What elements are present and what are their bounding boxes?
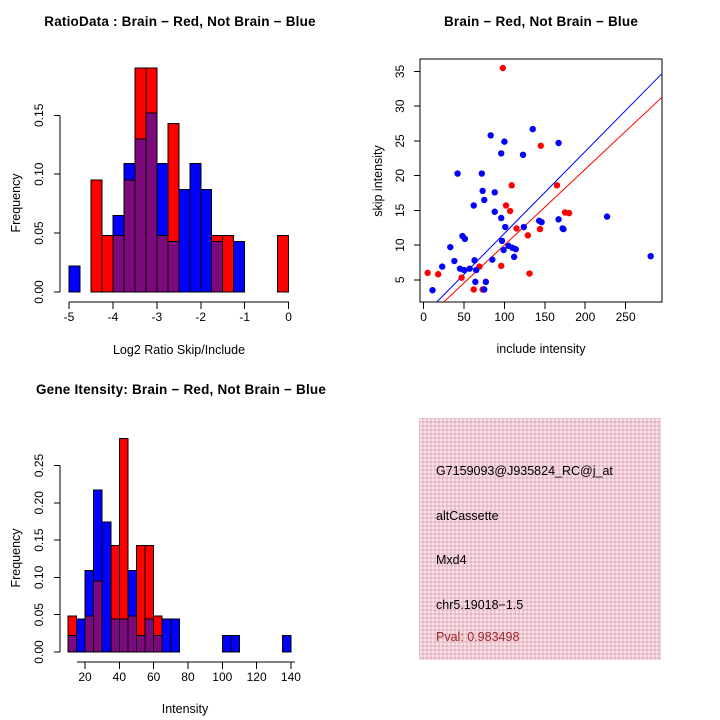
scatter-point xyxy=(461,267,467,273)
histogram-bar xyxy=(231,636,240,652)
scatter-point xyxy=(503,202,509,208)
scatter-point xyxy=(424,270,430,276)
histogram-bar xyxy=(68,616,77,635)
histogram-bar xyxy=(190,164,201,292)
scatter-point xyxy=(459,233,465,239)
y-tick-label: 0.00 xyxy=(32,640,46,664)
histogram-bar xyxy=(154,636,163,652)
ratio-histogram-xlabel: Log2 Ratio Skip/Include xyxy=(112,343,246,357)
gene-histogram-xlabel: Intensity xyxy=(161,702,209,716)
info-line-location: chr5.19018−1.5 xyxy=(436,598,524,612)
scatter-point xyxy=(513,246,519,252)
scatter-point xyxy=(555,140,561,146)
histogram-bar xyxy=(111,619,120,652)
histogram-bar xyxy=(124,180,135,292)
x-tick-label: 140 xyxy=(280,670,301,684)
scatter-point xyxy=(647,253,653,259)
scatter-point xyxy=(537,226,543,232)
scatter-point xyxy=(472,279,478,285)
scatter-point xyxy=(555,216,561,222)
scatter-point xyxy=(499,238,505,244)
histogram-bar xyxy=(145,545,154,619)
x-tick-label: 0 xyxy=(420,310,427,324)
histogram-bar xyxy=(76,619,85,652)
histogram-bar xyxy=(128,571,137,617)
histogram-bar xyxy=(157,164,168,236)
x-tick-label: -3 xyxy=(151,310,163,324)
info-line-probe-id: G7159093@J935824_RC@j_at xyxy=(436,464,613,478)
scatter-point xyxy=(439,263,445,269)
histogram-bar xyxy=(278,235,289,292)
x-tick-label: 40 xyxy=(112,670,127,684)
histogram-bar xyxy=(145,619,154,652)
scatter-point xyxy=(509,182,515,188)
y-tick-label: 30 xyxy=(393,99,407,113)
scatter-point xyxy=(502,224,508,230)
histogram-bar xyxy=(179,190,190,292)
scatter-point xyxy=(466,265,472,271)
scatter-point xyxy=(560,226,566,232)
scatter-point xyxy=(566,210,572,216)
scatter-point xyxy=(500,65,506,71)
scatter-point xyxy=(530,126,536,132)
plot-box xyxy=(420,59,662,302)
y-tick-label: 0.10 xyxy=(32,162,46,186)
scatter-point xyxy=(451,258,457,264)
scatter-point xyxy=(489,256,495,262)
scatter-point xyxy=(492,209,498,215)
x-tick-label: 0 xyxy=(285,310,292,324)
scatter-point xyxy=(500,247,506,253)
y-tick-label: 0.15 xyxy=(32,103,46,127)
x-tick-label: -4 xyxy=(107,310,119,324)
y-tick-label: 0.05 xyxy=(32,603,46,627)
scatter-point xyxy=(521,224,527,230)
y-tick-label: 0.20 xyxy=(32,491,46,515)
scatter-point xyxy=(471,257,477,263)
histogram-bar xyxy=(68,636,77,652)
scatter-point xyxy=(471,286,477,292)
scatter-point xyxy=(483,279,489,285)
histogram-bar xyxy=(212,241,223,292)
histogram-bar xyxy=(136,636,145,652)
x-tick-label: 100 xyxy=(212,670,233,684)
histogram-bar xyxy=(171,619,180,652)
info-line-pvalue: Pval: 0.983498 xyxy=(436,630,520,644)
scatter-xlabel: include intensity xyxy=(496,342,586,356)
histogram-bar xyxy=(119,619,128,652)
histogram-bar xyxy=(201,190,212,292)
scatter-point xyxy=(447,244,453,250)
scatter-point xyxy=(492,189,498,195)
y-tick-label: 25 xyxy=(393,134,407,148)
ratio-histogram-title: RatioData : Brain − Red, Not Brain − Blue xyxy=(44,14,316,29)
histogram-bar xyxy=(102,522,111,652)
x-tick-label: 200 xyxy=(575,310,596,324)
histogram-bar xyxy=(94,490,103,581)
x-tick-label: 150 xyxy=(534,310,555,324)
scatter-point xyxy=(473,267,479,273)
scatter-point xyxy=(498,263,504,269)
scatter-point xyxy=(507,208,513,214)
scatter-point xyxy=(481,197,487,203)
gene-histogram-ylabel: Frequency xyxy=(9,528,23,588)
histogram-bar xyxy=(168,241,179,292)
scatter-point xyxy=(458,275,464,281)
scatter-point xyxy=(526,270,532,276)
histogram-bar xyxy=(91,180,102,292)
y-tick-label: 35 xyxy=(393,64,407,79)
x-tick-label: 50 xyxy=(457,310,471,324)
scatter-point xyxy=(501,138,507,144)
histogram-bar xyxy=(168,124,179,242)
scatter-point xyxy=(498,215,504,221)
histogram-bar xyxy=(212,235,223,241)
y-tick-label: 0.10 xyxy=(32,565,46,590)
histogram-bar xyxy=(85,571,94,617)
y-tick-label: 20 xyxy=(393,168,407,183)
scatter-point xyxy=(429,287,435,293)
histogram-bar xyxy=(146,68,157,113)
x-tick-label: -1 xyxy=(239,310,251,324)
histogram-bar xyxy=(222,636,231,652)
y-tick-label: 15 xyxy=(393,203,407,218)
scatter-title: Brain − Red, Not Brain − Blue xyxy=(443,14,639,29)
ratio-histogram-ylabel: Frequency xyxy=(9,173,23,233)
y-tick-label: 0.00 xyxy=(32,280,46,304)
y-tick-label: 0.05 xyxy=(32,221,46,245)
x-tick-label: 60 xyxy=(146,670,161,684)
histogram-bar xyxy=(94,581,103,652)
y-tick-label: 10 xyxy=(393,238,407,252)
histogram-bar xyxy=(223,235,234,292)
histogram-bar xyxy=(282,636,291,652)
info-box xyxy=(419,418,661,660)
scatter-point xyxy=(481,286,487,292)
histogram-bar xyxy=(102,235,113,292)
histogram-bar xyxy=(157,235,168,292)
histogram-bar xyxy=(234,241,245,292)
scatter-point xyxy=(604,213,610,219)
histogram-bar xyxy=(135,139,146,292)
scatter-point xyxy=(488,132,494,138)
scatter-point xyxy=(513,225,519,231)
scatter-point xyxy=(525,232,531,238)
info-line-gene-name: Mxd4 xyxy=(436,553,467,567)
y-tick-label: 0.25 xyxy=(32,453,46,478)
histogram-bar xyxy=(128,616,137,652)
scatter-point xyxy=(511,254,517,260)
scatter-point xyxy=(520,152,526,158)
x-tick-label: 80 xyxy=(181,670,195,684)
histogram-bar xyxy=(113,215,124,235)
histogram-bar xyxy=(136,545,145,635)
histogram-bar xyxy=(119,439,128,620)
scatter-point xyxy=(435,271,441,277)
histogram-bar xyxy=(154,616,163,635)
x-tick-label: 20 xyxy=(78,670,92,684)
scatter-point xyxy=(454,170,460,176)
scatter-point xyxy=(554,182,560,188)
info-line-event-type: altCassette xyxy=(436,509,499,523)
histogram-bar xyxy=(135,68,146,139)
x-tick-label: -2 xyxy=(195,310,207,324)
x-tick-label: 250 xyxy=(615,310,636,324)
histogram-bar xyxy=(146,113,157,292)
histogram-bar xyxy=(69,266,80,292)
y-tick-label: 5 xyxy=(393,276,407,284)
scatter-point xyxy=(538,143,544,149)
gene-histogram-title: Gene Itensity: Brain − Red, Not Brain − Blue xyxy=(35,382,327,397)
x-tick-label: 100 xyxy=(494,310,515,324)
histogram-bar xyxy=(162,619,171,652)
histogram-bar xyxy=(113,235,124,292)
scatter-point xyxy=(538,219,544,225)
scatter-point xyxy=(479,188,485,194)
scatter-point xyxy=(479,170,485,176)
scatter-ylabel: skip intensity xyxy=(371,145,385,217)
y-tick-label: 0.15 xyxy=(32,528,46,552)
scatter-point xyxy=(471,202,477,208)
x-tick-label: -5 xyxy=(63,310,75,324)
histogram-bar xyxy=(85,616,94,652)
histogram-bar xyxy=(111,545,120,619)
scatter-point xyxy=(498,150,504,156)
histogram-bar xyxy=(124,164,135,180)
x-tick-label: 120 xyxy=(246,670,267,684)
